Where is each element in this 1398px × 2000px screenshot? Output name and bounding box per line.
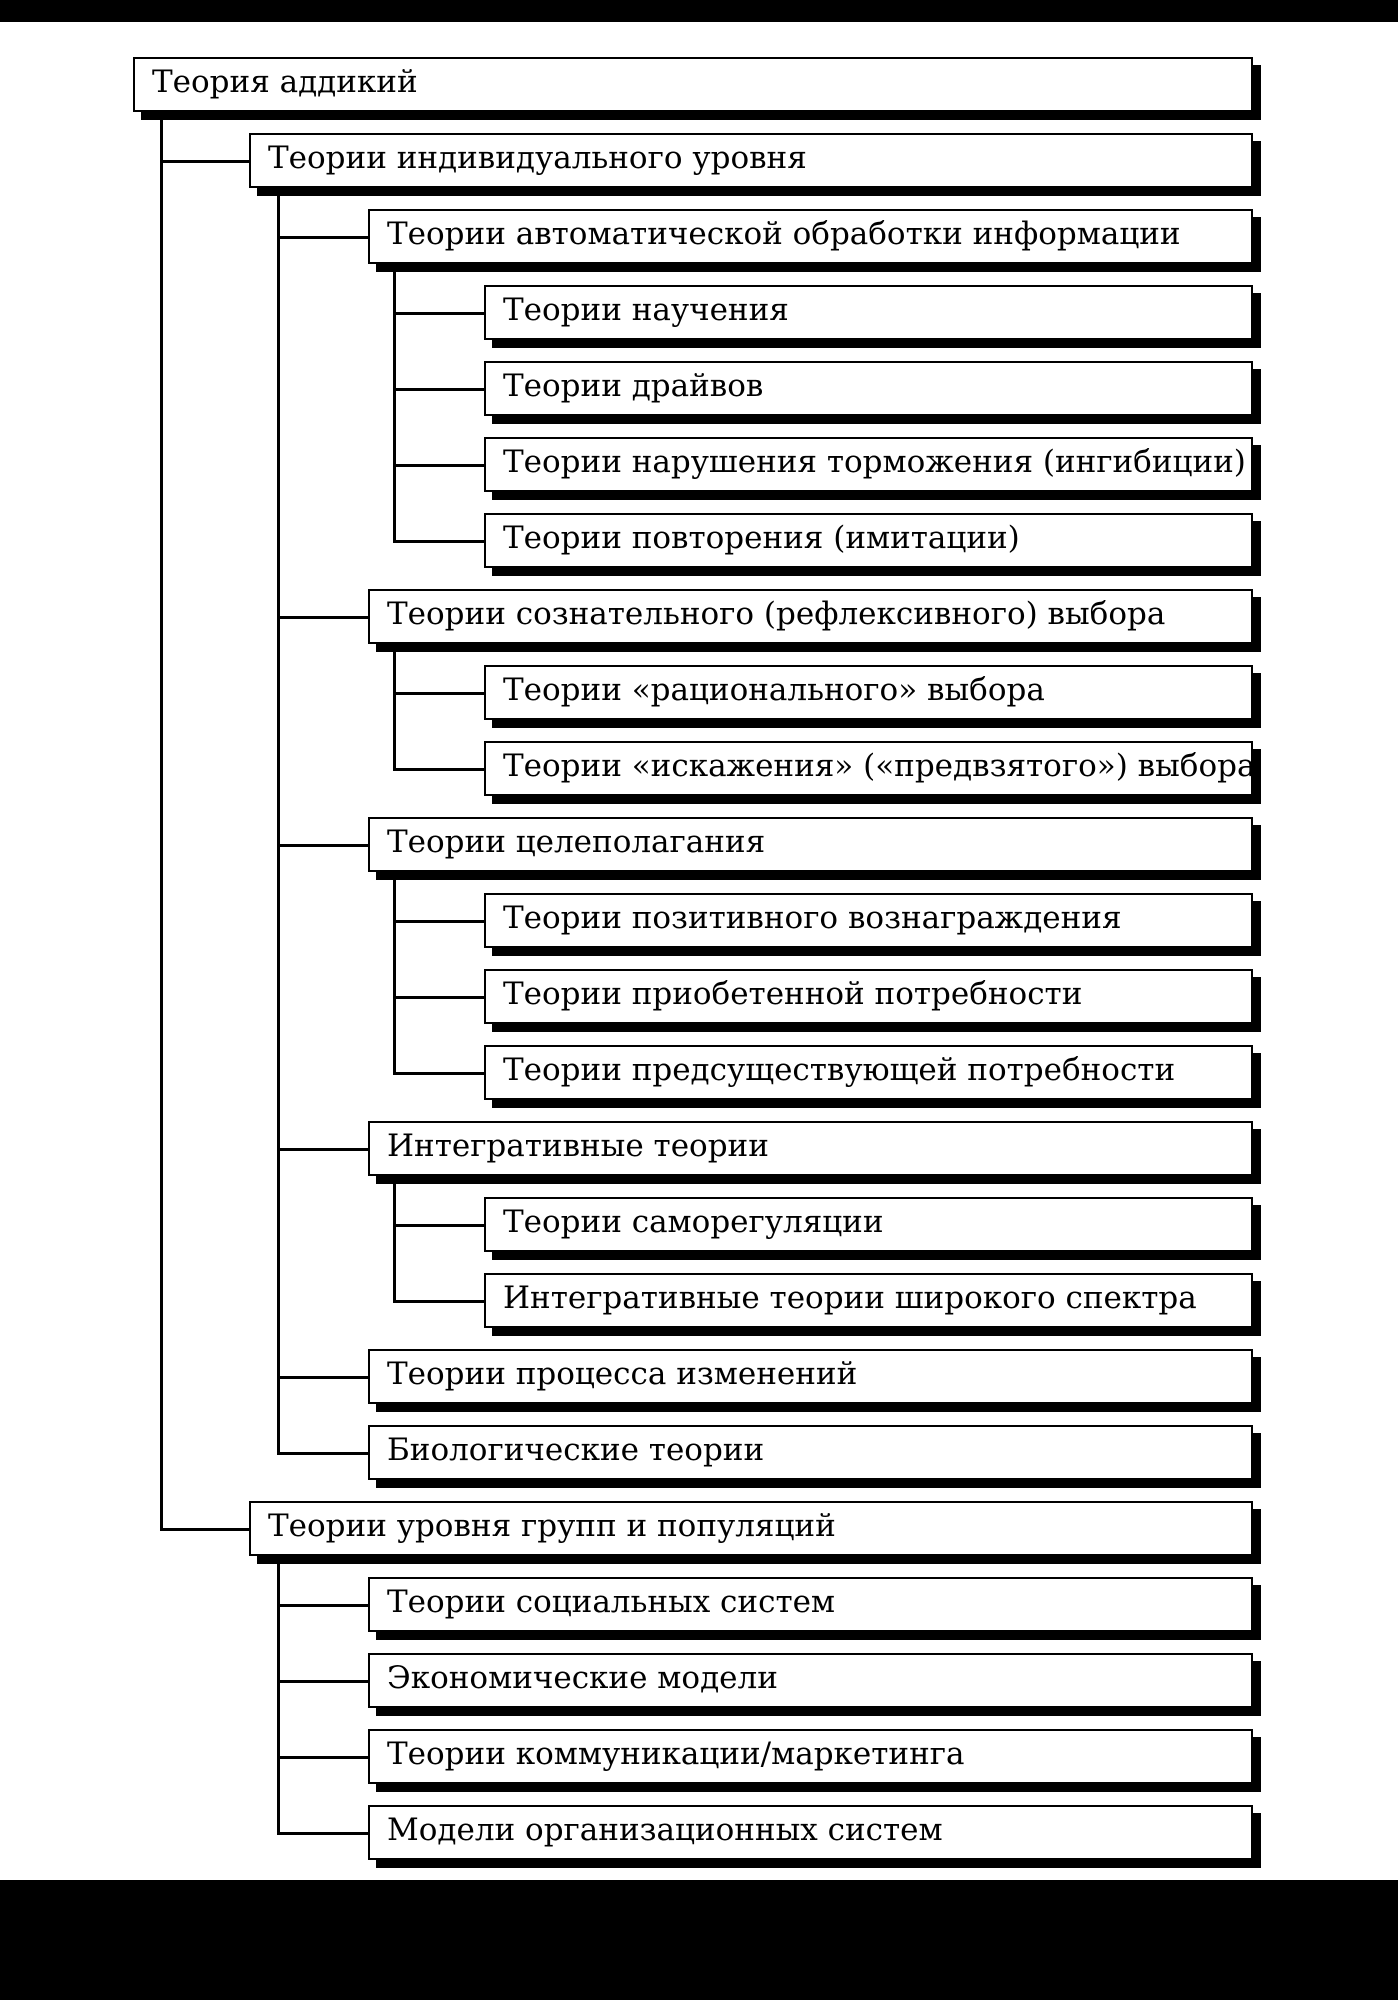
- tree-node-box-14: [484, 1045, 1253, 1100]
- tree-node-box-13: [484, 969, 1253, 1024]
- tree-node-box-11: [368, 817, 1253, 872]
- tree-node-label: Интегративные теории: [387, 1128, 769, 1164]
- connector-horizontal-line: [393, 540, 486, 543]
- tree-node-label: Модели организационных систем: [387, 1812, 943, 1848]
- tree-node-label: Интегративные теории широкого спектра: [503, 1280, 1197, 1316]
- connector-vertical-line: [393, 262, 396, 543]
- tree-node-label: Теория аддикий: [152, 64, 418, 100]
- tree-node-box-7: [484, 513, 1253, 568]
- tree-node-label: Теории уровня групп и популяций: [268, 1508, 836, 1544]
- connector-horizontal-line: [393, 692, 486, 695]
- tree-node-label: Теории позитивного вознаграждения: [503, 900, 1122, 936]
- tree-node-label: Теории предсуществующей потребности: [503, 1052, 1176, 1088]
- connector-horizontal-line: [393, 388, 486, 391]
- tree-node-label: Теории драйвов: [503, 368, 764, 404]
- tree-node-label: Теории «рационального» выбора: [503, 672, 1045, 708]
- tree-node-label: Теории повторения (имитации): [503, 520, 1020, 556]
- connector-horizontal-line: [277, 1680, 370, 1683]
- tree-node-label: Теории научения: [503, 292, 789, 328]
- tree-node-label: Теории приобетенной потребности: [503, 976, 1083, 1012]
- connector-horizontal-line: [393, 312, 486, 315]
- tree-node-box-1: [133, 57, 1253, 112]
- connector-horizontal-line: [277, 844, 370, 847]
- tree-node-label: Теории целеполагания: [387, 824, 766, 860]
- tree-node-label: Теории коммуникации/маркетинга: [387, 1736, 965, 1772]
- connector-horizontal-line: [393, 996, 486, 999]
- connector-horizontal-line: [160, 160, 251, 163]
- tree-node-label: Биологические теории: [387, 1432, 765, 1468]
- connector-horizontal-line: [393, 768, 486, 771]
- connector-horizontal-line: [393, 1072, 486, 1075]
- tree-node-box-6: [484, 437, 1253, 492]
- connector-horizontal-line: [277, 1376, 370, 1379]
- tree-node-box-19: [368, 1425, 1253, 1480]
- tree-node-box-8: [368, 589, 1253, 644]
- tree-node-box-4: [484, 285, 1253, 340]
- tree-node-label: Теории «искажения» («предвзятого») выбора: [503, 748, 1256, 784]
- tree-node-box-5: [484, 361, 1253, 416]
- tree-node-box-3: [368, 209, 1253, 264]
- tree-node-box-21: [368, 1577, 1253, 1632]
- tree-node-label: Теории сознательного (рефлексивного) выбора: [387, 596, 1166, 632]
- connector-horizontal-line: [277, 1604, 370, 1607]
- tree-node-box-18: [368, 1349, 1253, 1404]
- tree-node-label: Теории саморегуляции: [503, 1204, 884, 1240]
- tree-node-box-17: [484, 1273, 1253, 1328]
- tree-node-box-23: [368, 1729, 1253, 1784]
- tree-node-box-2: [249, 133, 1253, 188]
- connector-vertical-line: [393, 642, 396, 771]
- connector-horizontal-line: [277, 1756, 370, 1759]
- tree-node-box-16: [484, 1197, 1253, 1252]
- connector-horizontal-line: [277, 236, 370, 239]
- tree-node-label: Теории социальных систем: [387, 1584, 836, 1620]
- connector-horizontal-line: [277, 616, 370, 619]
- tree-node-box-9: [484, 665, 1253, 720]
- connector-horizontal-line: [277, 1832, 370, 1835]
- bottom-black-band: [0, 1880, 1398, 2000]
- connector-horizontal-line: [393, 1224, 486, 1227]
- tree-node-label: Экономические модели: [387, 1660, 778, 1696]
- tree-node-box-15: [368, 1121, 1253, 1176]
- tree-node-box-24: [368, 1805, 1253, 1860]
- connector-horizontal-line: [160, 1528, 251, 1531]
- tree-node-label: Теории автоматической обработки информации: [387, 216, 1181, 252]
- connector-horizontal-line: [277, 1148, 370, 1151]
- tree-node-box-10: [484, 741, 1256, 796]
- connector-vertical-line: [277, 186, 280, 1455]
- connector-horizontal-line: [393, 920, 486, 923]
- tree-node-label: Теории нарушения торможения (ингибиции): [503, 444, 1246, 480]
- connector-horizontal-line: [277, 1452, 370, 1455]
- connector-vertical-line: [277, 1554, 280, 1835]
- tree-node-box-20: [249, 1501, 1253, 1556]
- tree-node-label: Теории индивидуального уровня: [268, 140, 807, 176]
- connector-horizontal-line: [393, 1300, 486, 1303]
- tree-node-label: Теории процесса изменений: [387, 1356, 858, 1392]
- connector-vertical-line: [160, 110, 163, 1531]
- tree-node-box-22: [368, 1653, 1253, 1708]
- connector-horizontal-line: [393, 464, 486, 467]
- connector-vertical-line: [393, 1174, 396, 1303]
- tree-node-box-12: [484, 893, 1253, 948]
- connector-vertical-line: [393, 870, 396, 1075]
